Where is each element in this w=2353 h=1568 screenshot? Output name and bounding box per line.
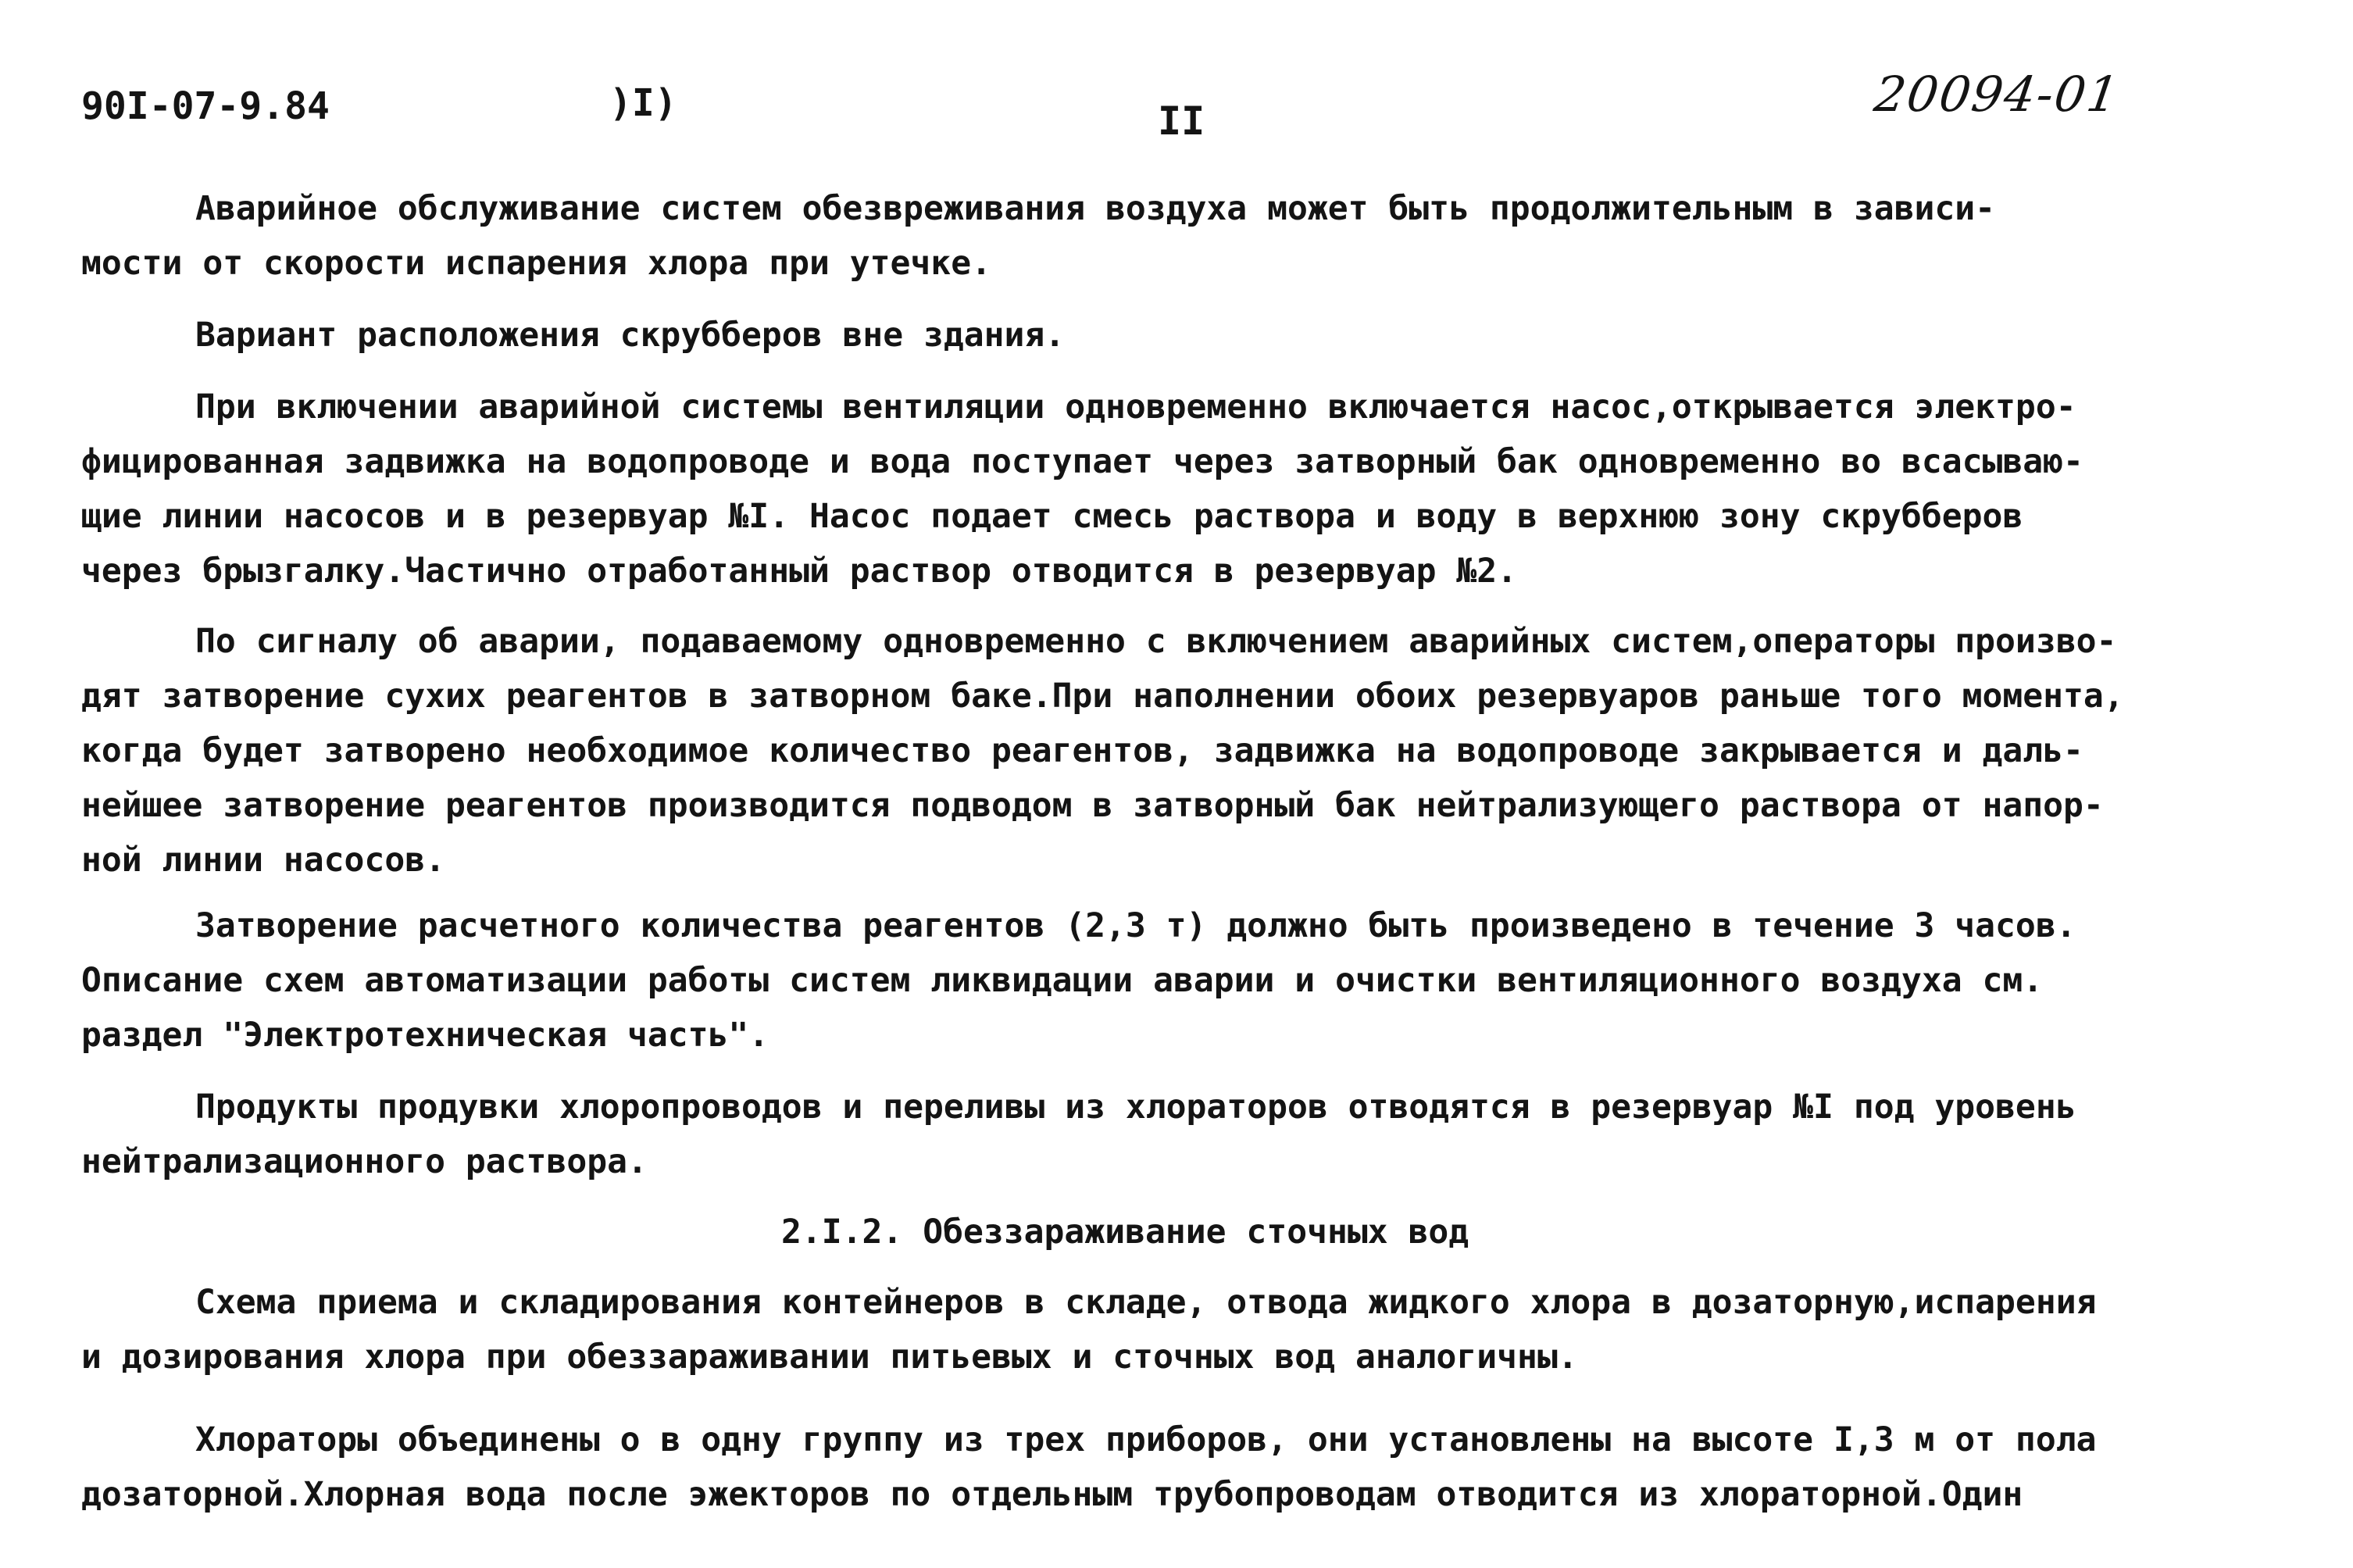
text-line: Аварийное обслуживание систем обезвреживания воздуха может быть продолжительным в зависи- [195,189,1996,228]
text-line: Продукты продувки хлоропроводов и переливы из хлораторов отводятся в резервуар №I под уровень [195,1088,2076,1127]
text-line: Затворение расчетного количества реагентов (2,3 т) должно быть произведено в течение 3 часов. [195,906,2076,945]
text-line: раздел "Электротехническая часть". [81,1016,769,1055]
text-line: и дозирования хлора при обеззараживании питьевых и сточных вод аналогичны. [81,1338,1578,1377]
text-line: ной линии насосов. [81,841,445,880]
text-line: Схема приема и складирования контейнеров в складе, отвода жидкого хлора в дозаторную,испарения [195,1283,2097,1322]
document-mark: )I) [609,81,677,125]
text-line: фицированная задвижка на водопроводе и вода поступает через затворный бак одновременно во всасываю- [81,442,2083,481]
document-code: 90I-07-9.84 [81,84,330,128]
text-line: При включении аварийной системы вентиляции одновременно включается насос,открывается электро- [195,388,2076,427]
text-line: По сигналу об аварии, подаваемому одновременно с включением аварийных систем,операторы произво- [195,622,2117,661]
text-line: мости от скорости испарения хлора при утечке. [81,244,991,283]
text-line: Описание схем автоматизации работы систем ликвидации аварии и очистки вентиляционного воздуха см. [81,961,2044,1000]
page-number: II [1158,98,1205,144]
text-line: Хлораторы объединены о в одну группу из трех приборов, они установлены на высоте I,3 м от пола [195,1420,2097,1459]
text-line: когда будет затворено необходимое количество реагентов, задвижка на водопроводе закрывается и даль- [81,731,2083,770]
text-line: Вариант расположения скрубберов вне здания. [195,316,1066,355]
text-line: нейтрализационного раствора. [81,1142,648,1181]
text-line: через брызгалку.Частично отработанный раствор отводится в резервуар №2. [81,552,1518,591]
text-line: нейшее затворение реагентов производится подводом в затворный бак нейтрализующего раствора от напор- [81,786,2104,825]
text-line: дозаторной.Хлорная вода после эжекторов по отдельным трубопроводам отводится из хлораторной.Один [81,1475,2023,1514]
text-line: дят затворение сухих реагентов в затворном баке.При наполнении обоих резервуаров раньше того момента, [81,677,2124,716]
text-line: щие линии насосов и в резервуар №I. Насос подает смесь раствора и воду в верхнюю зону скрубберов [81,497,2023,536]
handwritten-number: 20094-01 [1870,66,2124,123]
section-heading: 2.I.2. Обеззараживание сточных вод [781,1213,1469,1252]
